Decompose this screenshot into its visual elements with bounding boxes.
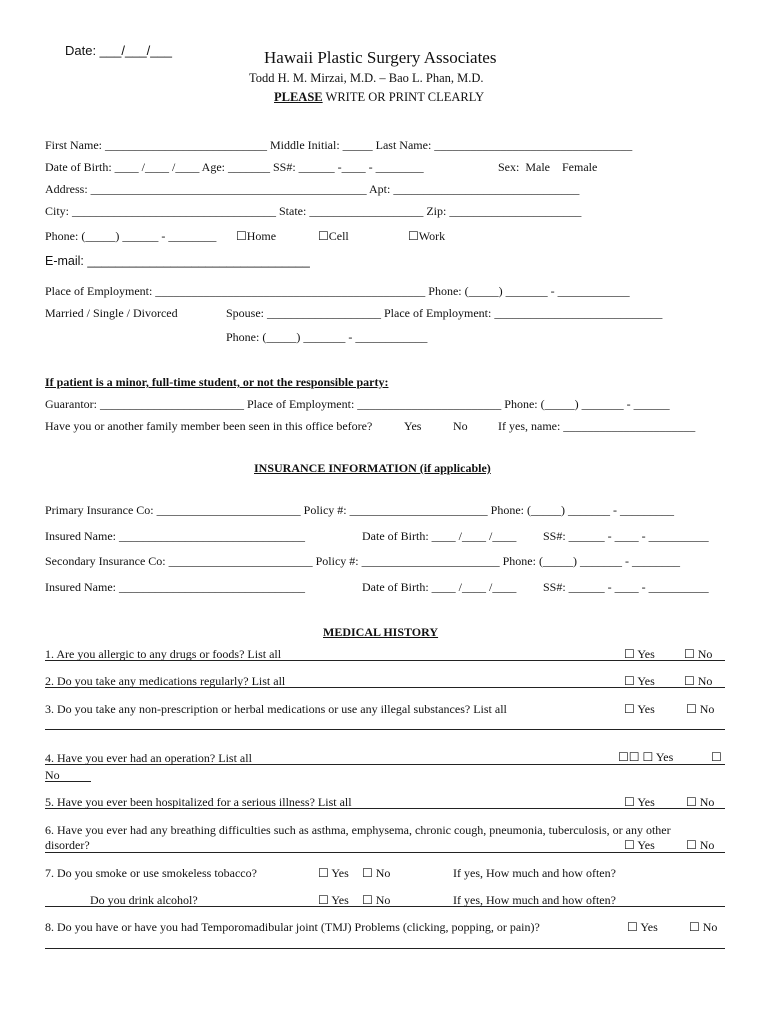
instruction-line: [274, 90, 484, 105]
name-fields[interactable]: First Name: ___________________________ Middle Initial: _____ Last Name: _________________________________: [45, 138, 633, 152]
primary-insurance-fields[interactable]: Primary Insurance Co: ________________________ Policy #: _______________________ Phone: (_____) _______ - _________: [45, 503, 674, 517]
answer-line[interactable]: [45, 687, 725, 688]
operation-yes-checkbox[interactable]: ☐☐ ☐ Yes: [618, 750, 674, 764]
breathing-yes-checkbox[interactable]: ☐ Yes: [624, 838, 655, 852]
tmj-yes-checkbox[interactable]: ☐ Yes: [627, 920, 658, 934]
question-medications: 2. Do you take any medications regularly? List all: [45, 674, 286, 688]
alcohol-no-checkbox[interactable]: ☐ No: [362, 893, 391, 907]
spouse-phone-field[interactable]: Phone: (_____) _______ - ____________: [226, 330, 428, 344]
practice-name: Hawaii Plastic Surgery Associates: [264, 48, 497, 67]
seen-before-name-field[interactable]: If yes, name: ______________________: [498, 419, 696, 433]
smoke-frequency-label: If yes, How much and how often?: [453, 866, 616, 880]
question-allergies: 1. Are you allergic to any drugs or foods? List all: [45, 647, 282, 661]
medical-history-heading: MEDICAL HISTORY: [323, 625, 439, 639]
guarantor-heading: If patient is a minor, full-time student, or not the responsible party:: [45, 375, 389, 389]
primary-insured-dob-field[interactable]: Date of Birth: ____ /____ /____: [362, 529, 517, 543]
hospitalized-yes-checkbox[interactable]: ☐ Yes: [624, 795, 655, 809]
answer-line[interactable]: [45, 764, 725, 765]
doctors-line: Todd H. M. Mirzai, M.D. – Bao L. Phan, M.D.: [249, 71, 484, 85]
tmj-no-checkbox[interactable]: ☐ No: [689, 920, 718, 934]
medications-no-checkbox[interactable]: ☐ No: [684, 674, 713, 688]
question-breathing: 6. Have you ever had any breathing difficulties such as asthma, emphysema, chronic cough, pneumonia, tuberculosis, or any other: [45, 823, 671, 837]
question-operation: 4. Have you ever had an operation? List all: [45, 751, 252, 765]
seen-before-no[interactable]: No: [453, 419, 468, 433]
dob-age-ss-fields[interactable]: Date of Birth: ____ /____ /____ Age: _______ SS#: ______ -____ - ________: [45, 160, 424, 174]
secondary-insurance-fields[interactable]: Secondary Insurance Co: ________________________ Policy #: _______________________ Phone: (_____) _______ - ________: [45, 554, 680, 568]
answer-line[interactable]: [45, 852, 725, 853]
question-smoke: 7. Do you smoke or use smokeless tobacco?: [45, 866, 257, 880]
smoke-yes-checkbox[interactable]: ☐ Yes: [318, 866, 349, 880]
email-field[interactable]: E-mail: ________________________________: [45, 254, 310, 268]
question-alcohol: Do you drink alcohol?: [90, 893, 198, 907]
nonprescription-no-checkbox[interactable]: ☐ No: [686, 702, 715, 716]
smoke-no-checkbox[interactable]: ☐ No: [362, 866, 391, 880]
primary-insured-name-field[interactable]: Insured Name: _______________________________: [45, 529, 305, 543]
instruction-text: WRITE OR PRINT CLEARLY: [322, 90, 485, 104]
sex-options[interactable]: Sex: Male Female: [498, 160, 598, 174]
answer-line[interactable]: [45, 660, 725, 661]
secondary-insured-name-field[interactable]: Insured Name: _______________________________: [45, 580, 305, 594]
alcohol-frequency-label: If yes, How much and how often?: [453, 893, 616, 907]
question-breathing-cont: disorder?: [45, 838, 90, 852]
question-tmj: 8. Do you have or have you had Temporomadibular joint (TMJ) Problems (clicking, popping, or pain)?: [45, 920, 540, 934]
primary-insured-ss-field[interactable]: SS#: ______ - ____ - __________: [543, 529, 709, 543]
question-nonprescription: 3. Do you take any non-prescription or herbal medications or use any illegal substances? List all: [45, 702, 507, 716]
breathing-no-checkbox[interactable]: ☐ No: [686, 838, 715, 852]
hospitalized-no-checkbox[interactable]: ☐ No: [686, 795, 715, 809]
medications-yes-checkbox[interactable]: ☐ Yes: [624, 674, 655, 688]
insurance-heading: INSURANCE INFORMATION (if applicable): [254, 461, 491, 475]
allergies-no-checkbox[interactable]: ☐ No: [684, 647, 713, 661]
answer-line[interactable]: [45, 729, 725, 730]
please-text: PLEASE: [274, 90, 323, 104]
marital-status-options[interactable]: Married / Single / Divorced: [45, 306, 178, 320]
question-hospitalized: 5. Have you ever been hospitalized for a serious illness? List all: [45, 795, 352, 809]
guarantor-fields[interactable]: Guarantor: ________________________ Place of Employment: ________________________ Phone: (_____) _______ - ______: [45, 397, 670, 411]
answer-line[interactable]: [45, 808, 725, 809]
address-fields[interactable]: Address: ______________________________________________ Apt: _______________________________: [45, 182, 580, 196]
city-state-zip-fields[interactable]: City: __________________________________ State: ___________________ Zip: ______________________: [45, 204, 582, 218]
seen-before-question: Have you or another family member been seen in this office before?: [45, 419, 373, 433]
alcohol-yes-checkbox[interactable]: ☐ Yes: [318, 893, 349, 907]
seen-before-yes[interactable]: Yes: [404, 419, 422, 433]
date-field[interactable]: Date: ___/___/___: [65, 43, 172, 58]
spouse-fields[interactable]: Spouse: ___________________ Place of Employment: ____________________________: [226, 306, 663, 320]
phone-field[interactable]: Phone: (_____) ______ - ________: [45, 229, 217, 243]
secondary-insured-ss-field[interactable]: SS#: ______ - ____ - __________: [543, 580, 709, 594]
secondary-insured-dob-field[interactable]: Date of Birth: ____ /____ /____: [362, 580, 517, 594]
employment-field[interactable]: Place of Employment: _____________________________________________ Phone: (_____) _______ - ____________: [45, 284, 630, 298]
work-phone-checkbox[interactable]: ☐Work: [408, 229, 446, 243]
operation-no-label: No: [45, 768, 60, 782]
cell-phone-checkbox[interactable]: ☐Cell: [318, 229, 349, 243]
allergies-yes-checkbox[interactable]: ☐ Yes: [624, 647, 655, 661]
home-phone-checkbox[interactable]: ☐Home: [236, 229, 277, 243]
nonprescription-yes-checkbox[interactable]: ☐ Yes: [624, 702, 655, 716]
answer-line[interactable]: [45, 781, 91, 782]
answer-line[interactable]: [45, 948, 725, 949]
operation-no-checkbox[interactable]: ☐: [711, 750, 722, 764]
